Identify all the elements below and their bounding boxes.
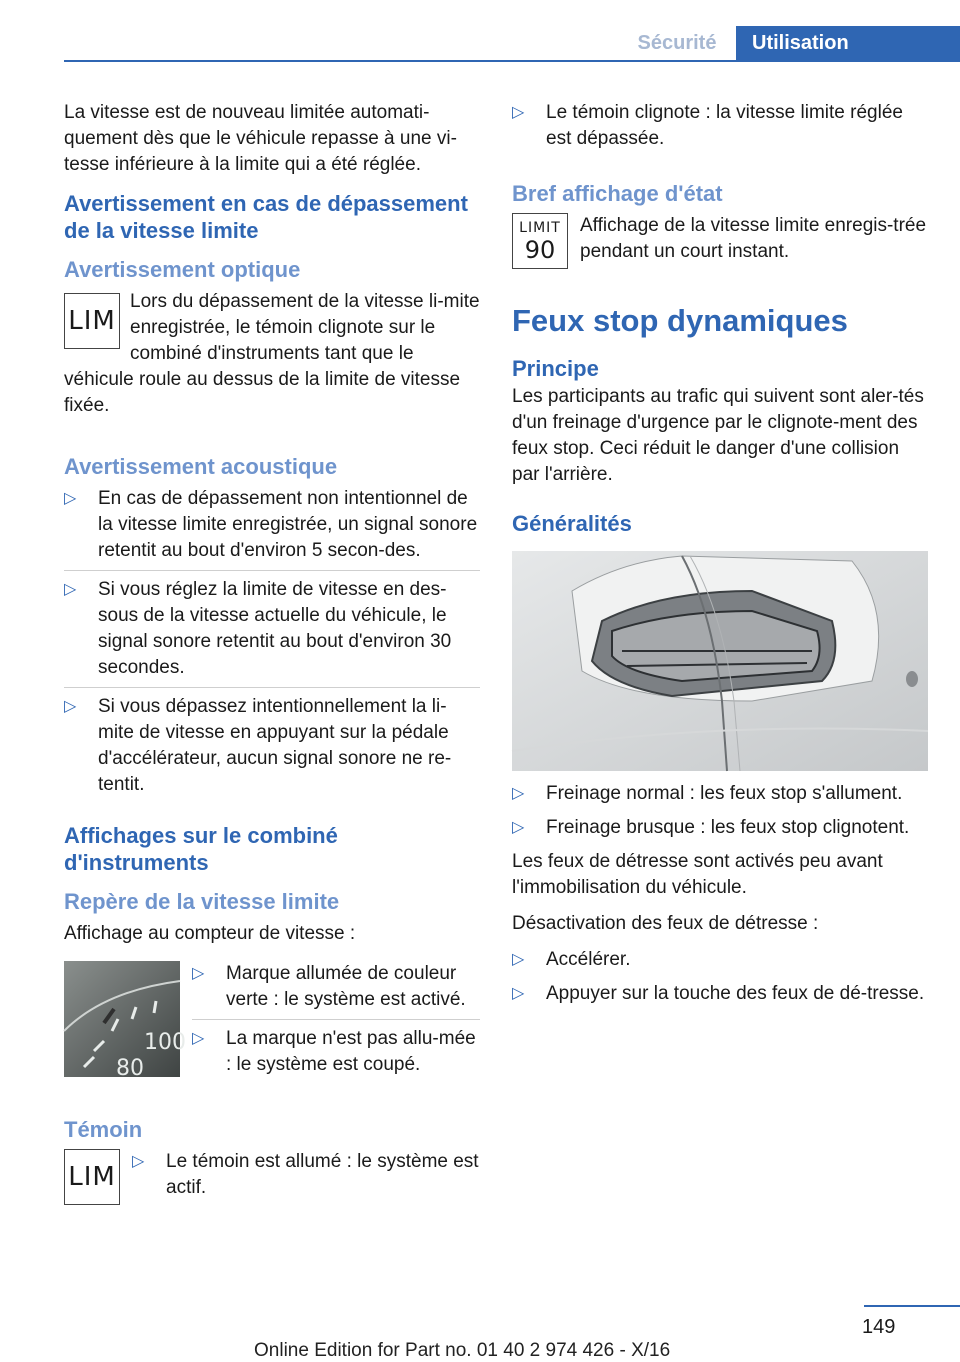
list-item-text: La marque n'est pas allu-mée : le système est coupé. (226, 1028, 476, 1075)
page-number: 149 (862, 1316, 896, 1338)
footer-edition: Online Edition for Part no. 01 40 2 974 426 - X/16 (254, 1340, 671, 1361)
heading-warning: Avertissement en cas de dépassement de la vitesse limite (64, 191, 468, 243)
heading-acoustic-warning: Avertissement acoustique (64, 454, 338, 479)
right-column (512, 100, 928, 1015)
principle-text: Les participants au trafic qui suivent sont aler-tés d'un freinage d'urgence par le clignote-ment des feux stop. Ceci réduit le danger d'une collision par l'arrière. (512, 386, 924, 485)
triangle-bullet-icon: ▷ (192, 965, 205, 982)
list-item (192, 961, 480, 1020)
intro-paragraph: La vitesse est de nouveau limitée automati-quement dès que le véhicule repasse à une vi-tesse inférieure à la limite qui a été réglée. (64, 102, 457, 175)
optical-text: Lors du dépassement de la vitesse li-mite enregistrée, le témoin clignote sur le combiné d'instruments tant que le véhicule roule au dessus de la limite de vitesse fixée. (64, 291, 480, 416)
tab-utilisation[interactable]: Utilisation (736, 26, 960, 60)
heading-general: Généralités (512, 511, 632, 536)
footer-rule (864, 1305, 960, 1307)
limit-icon-top: LIMIT (519, 219, 561, 236)
list-item-text: Le témoin clignote : la vitesse limite réglée est dépassée. (546, 102, 903, 149)
triangle-bullet-icon: ▷ (64, 490, 77, 507)
list-item-text: Appuyer sur la touche des feux de dé-tresse. (546, 983, 925, 1004)
triangle-bullet-icon: ▷ (512, 104, 525, 121)
heading-dynamic-brake-lights: Feux stop dynamiques (512, 303, 848, 338)
heading-display: Affichages sur le combiné d'instruments (64, 823, 338, 875)
triangle-bullet-icon: ▷ (132, 1153, 145, 1170)
brief-text: Affichage de la vitesse limite enregis-trée pendant un court instant. (580, 215, 927, 262)
list-item-text: Si vous dépassez intentionnellement la li-mite de vitesse en appuyant sur la pédale d'accélérateur, aucun signal sonore ne re-tentit. (98, 696, 452, 795)
list-item (512, 100, 928, 158)
brief-section (512, 213, 928, 275)
heading-principle: Principe (512, 356, 599, 381)
lim-indicator-icon: LIM (64, 293, 120, 349)
triangle-bullet-icon: ▷ (192, 1030, 205, 1047)
list-item-text: Accélérer. (546, 949, 631, 970)
list-item (64, 577, 480, 688)
lim-indicator-icon: LIM (64, 1149, 120, 1205)
list-item (64, 694, 480, 804)
optical-section (64, 289, 480, 429)
list-item (512, 981, 928, 1011)
triangle-bullet-icon: ▷ (64, 581, 77, 598)
limit-90-icon (512, 213, 568, 269)
mark-text: Affichage au compteur de vitesse : (64, 923, 356, 944)
hazard-text: Les feux de détresse sont activés peu avant l'immobilisation du véhicule. (512, 851, 883, 898)
heading-brief-status: Bref affichage d'état (512, 181, 723, 206)
tab-securite[interactable]: Sécurité (637, 31, 717, 54)
acoustic-list (64, 486, 480, 804)
gauge-label-80: 80 (116, 1056, 144, 1081)
deactivation-text: Désactivation des feux de détresse : (512, 913, 819, 934)
tail-light-image (512, 551, 928, 771)
speedometer-image (64, 961, 186, 1081)
blink-list (512, 100, 928, 158)
gauge-label-100: 100 (144, 1030, 186, 1055)
list-item-text: Marque allumée de couleur verte : le système est activé. (226, 963, 466, 1010)
list-item (192, 1026, 480, 1084)
heading-optical-warning: Avertissement optique (64, 257, 301, 282)
list-item (512, 947, 928, 977)
header-rule (64, 60, 960, 62)
heading-indicator: Témoin (64, 1117, 143, 1142)
header-tabs (618, 26, 960, 60)
list-item-text: Freinage brusque : les feux stop clignotent. (546, 817, 910, 838)
list-item (132, 1149, 480, 1207)
indicator-section (64, 1149, 480, 1213)
list-item-text: Si vous réglez la limite de vitesse en des-sous de la vitesse actuelle du véhicule, le signal sonore retentit au bout d'environ 30 secondes. (98, 579, 452, 678)
deactivation-list (512, 947, 928, 1011)
triangle-bullet-icon: ▷ (512, 951, 525, 968)
mark-section (64, 961, 480, 1090)
list-item-text: Le témoin est allumé : le système est actif. (166, 1151, 479, 1198)
mark-list (192, 961, 480, 1090)
triangle-bullet-icon: ▷ (512, 819, 525, 836)
triangle-bullet-icon: ▷ (512, 785, 525, 802)
brake-list (512, 781, 928, 845)
indicator-list (132, 1149, 480, 1213)
left-column (64, 100, 480, 1213)
heading-mark: Repère de la vitesse limite (64, 889, 340, 914)
list-item-text: Freinage normal : les feux stop s'allument. (546, 783, 903, 804)
list-item (512, 815, 928, 845)
list-item (64, 486, 480, 571)
list-item-text: En cas de dépassement non intentionnel de la vitesse limite enregistrée, un signal sonore retentit au bout d'environ 5 secon-des. (98, 488, 478, 561)
limit-icon-value: 90 (524, 235, 556, 264)
triangle-bullet-icon: ▷ (512, 985, 525, 1002)
triangle-bullet-icon: ▷ (64, 698, 77, 715)
list-item (512, 781, 928, 811)
